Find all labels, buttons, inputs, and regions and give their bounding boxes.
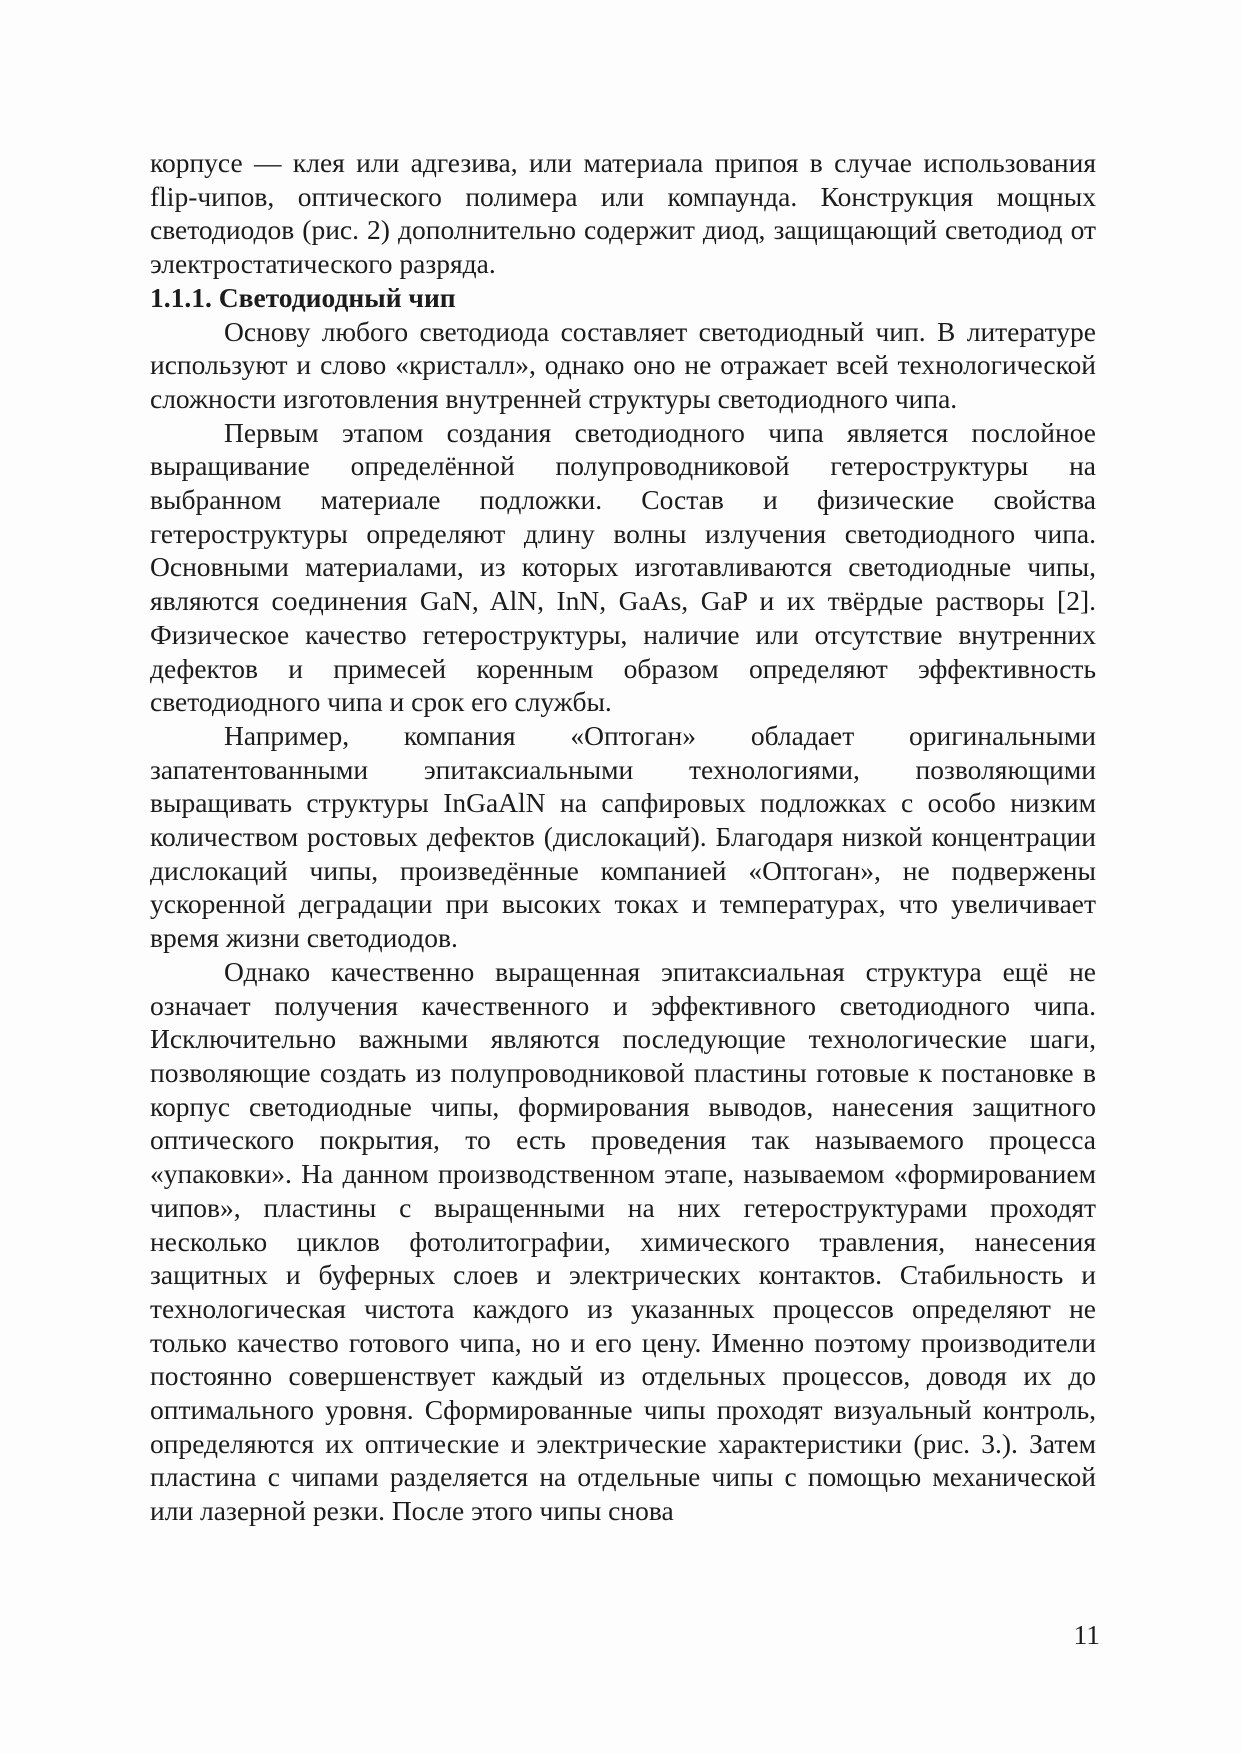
section-heading: 1.1.1. Светодиодный чип	[150, 281, 456, 313]
paragraph-continuation: корпусе — клея или адгезива, или материала припоя в случае использования flip-чипов, оптического полимера или компаунда. Конструкция мощных светодиодов (рис. 2) дополнительно содержит диод, защищающий светодиод от электростатического разряда.	[150, 147, 1096, 280]
paragraph-optogan: Например, компания «Оптоган» обладает оригинальными запатентованными эпитаксиальными технологиями, позволяющими выращивать структуры InGaAlN на сапфировых подложках с особо низким количеством ростовых дефектов (дислокаций). Благодаря низкой концентрации дислокаций чипы, произведённые компанией «Оптоган», не подвержены ускоренной деградации при высоких токах и температурах, что увеличивает время жизни светодиодов.	[150, 719, 1096, 954]
page-number: 11	[1073, 1619, 1100, 1650]
paragraph-chip-forming: Однако качественно выращенная эпитаксиальная структура ещё не означает получения качественного и эффективного светодиодного чипа. Исключительно важными являются последующие технологические шаги, позволяющие создать из полупроводниковой пластины готовые к постановке в корпус светодиодные чипы, формирования выводов, нанесения защитного оптического покрытия, то есть проведения так называемого процесса «упаковки». На данном производственном этапе, называемом «формированием чипов», пластины с выращенными на них гетероструктурами проходят несколько циклов фотолитографии, химического травления, нанесения защитных и буферных слоев и электрических контактов. Стабильность и технологическая чистота каждого из указанных процессов определяют не только качество готового чипа, но и его цену. Именно поэтому производители постоянно совершенствует каждый из отдельных процессов, доводя их до оптимального уровня. Сформированные чипы проходят визуальный контроль, определяются их оптические и электрические характеристики (рис. 3.). Затем пластина с чипами разделяется на отдельные чипы с помощью механической или лазерной резки. После этого чипы снова	[150, 955, 1096, 1527]
page-body	[150, 146, 1096, 1528]
paragraph-chip-basis: Основу любого светодиода составляет светодиодный чип. В литературе используют и слово «кристалл», однако оно не отражает всей технологической сложности изготовления внутренней структуры светодиодного чипа.	[150, 315, 1096, 414]
paragraph-heterostructure: Первым этапом создания светодиодного чипа является послойное выращивание определённой полупроводниковой гетероструктуры на выбранном материале подложки. Состав и физические свойства гетероструктуры определяют длину волны излучения светодиодного чипа. Основными материалами, из которых изготавливаются светодиодные чипы, являются соединения GaN, AlN, InN, GaAs, GaP и их твёрдые растворы [2]. Физическое качество гетероструктуры, наличие или отсутствие внутренних дефектов и примесей коренным образом определяют эффективность светодиодного чипа и срок его службы.	[150, 416, 1096, 718]
